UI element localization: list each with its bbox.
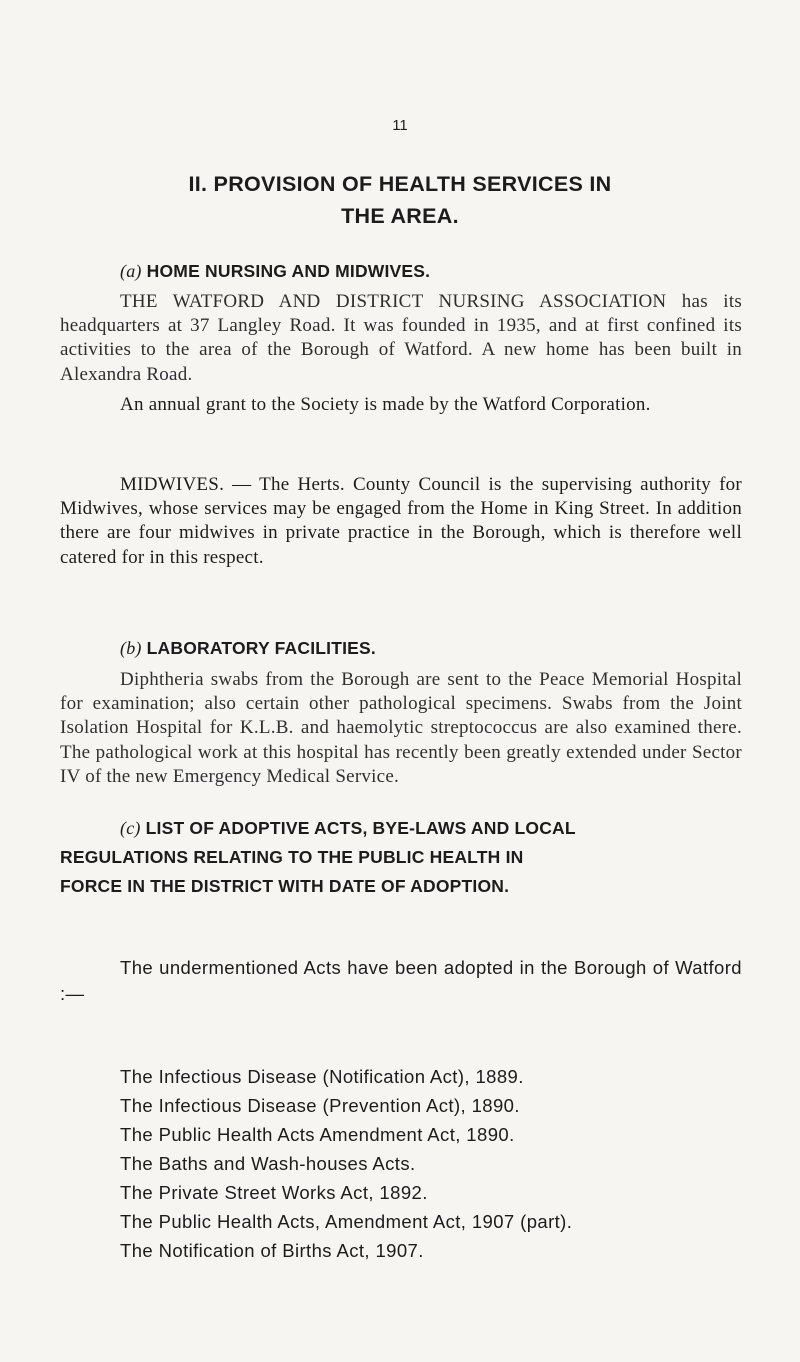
section-a-heading	[120, 261, 430, 282]
adopted-act-item: The Public Health Acts Amendment Act, 1890.	[120, 1124, 515, 1145]
adopted-act-item: The Baths and Wash-houses Acts.	[120, 1153, 416, 1174]
page-number: 11	[392, 117, 408, 134]
section-b-title: LABORATORY FACILITIES.	[146, 638, 376, 658]
adopted-acts-list	[120, 1062, 572, 1265]
section-a-paragraph-annual-grant: An annual grant to the Society is made by the Watford Corporation.	[120, 394, 651, 415]
section-b-heading	[120, 638, 376, 659]
main-heading	[100, 168, 700, 232]
adopted-act-item: The Public Health Acts, Amendment Act, 1907 (part).	[120, 1211, 573, 1232]
section-a-paragraph-midwives: MIDWIVES. — The Herts. County Council is the supervising authority for Midwives, whose services may be engaged from the Home in King Street. In addition there are four midwives in private practice in the Borough, which is therefore well catered for in this respect.	[60, 474, 742, 568]
section-a-letter: (a)	[120, 261, 142, 281]
section-a-title: HOME NURSING AND MIDWIVES.	[146, 261, 431, 281]
adopted-act-item: The Infectious Disease (Prevention Act), 1890.	[120, 1095, 520, 1116]
main-heading-line-1: II. PROVISION OF HEALTH SERVICES IN	[188, 172, 612, 196]
section-c-letter: (c)	[120, 818, 141, 838]
adopted-act-item: The Infectious Disease (Notification Act), 1889.	[120, 1066, 524, 1087]
section-c-heading	[60, 814, 742, 901]
section-a-paragraph-nursing-association: THE WATFORD AND DISTRICT NURSING ASSOCIATION has its headquarters at 37 Langley Road. It was founded in 1935, and at first confined its activities to the area of the Borough of Watford. A new home has been built in Alexandra Road.	[60, 291, 742, 385]
section-b-letter: (b)	[120, 638, 142, 658]
main-heading-line-2: THE AREA.	[341, 204, 459, 228]
adopted-act-item: The Private Street Works Act, 1892.	[120, 1182, 428, 1203]
section-b-paragraph-laboratory: Diphtheria swabs from the Borough are sent to the Peace Memorial Hospital for examination; also certain other pathological specimens. Swabs from the Joint Isolation Hospital for K.L.B. and haemolytic streptococcus are also examined there. The pathological work at this hospital has recently been greatly extended under Sector IV of the new Emergency Medical Service.	[60, 669, 742, 787]
section-c-heading-line-1	[60, 814, 742, 843]
section-c-title-line-2: REGULATIONS RELATING TO THE PUBLIC HEALTH IN	[60, 847, 524, 867]
adopted-act-item: The Notification of Births Act, 1907.	[120, 1240, 424, 1261]
section-c-intro: The undermentioned Acts have been adopted in the Borough of Watford :—	[60, 957, 742, 1004]
section-c-title-line-1: LIST OF ADOPTIVE ACTS, BYE-LAWS AND LOCAL	[145, 818, 576, 838]
section-c-title-line-3: FORCE IN THE DISTRICT WITH DATE OF ADOPTION.	[60, 876, 510, 896]
